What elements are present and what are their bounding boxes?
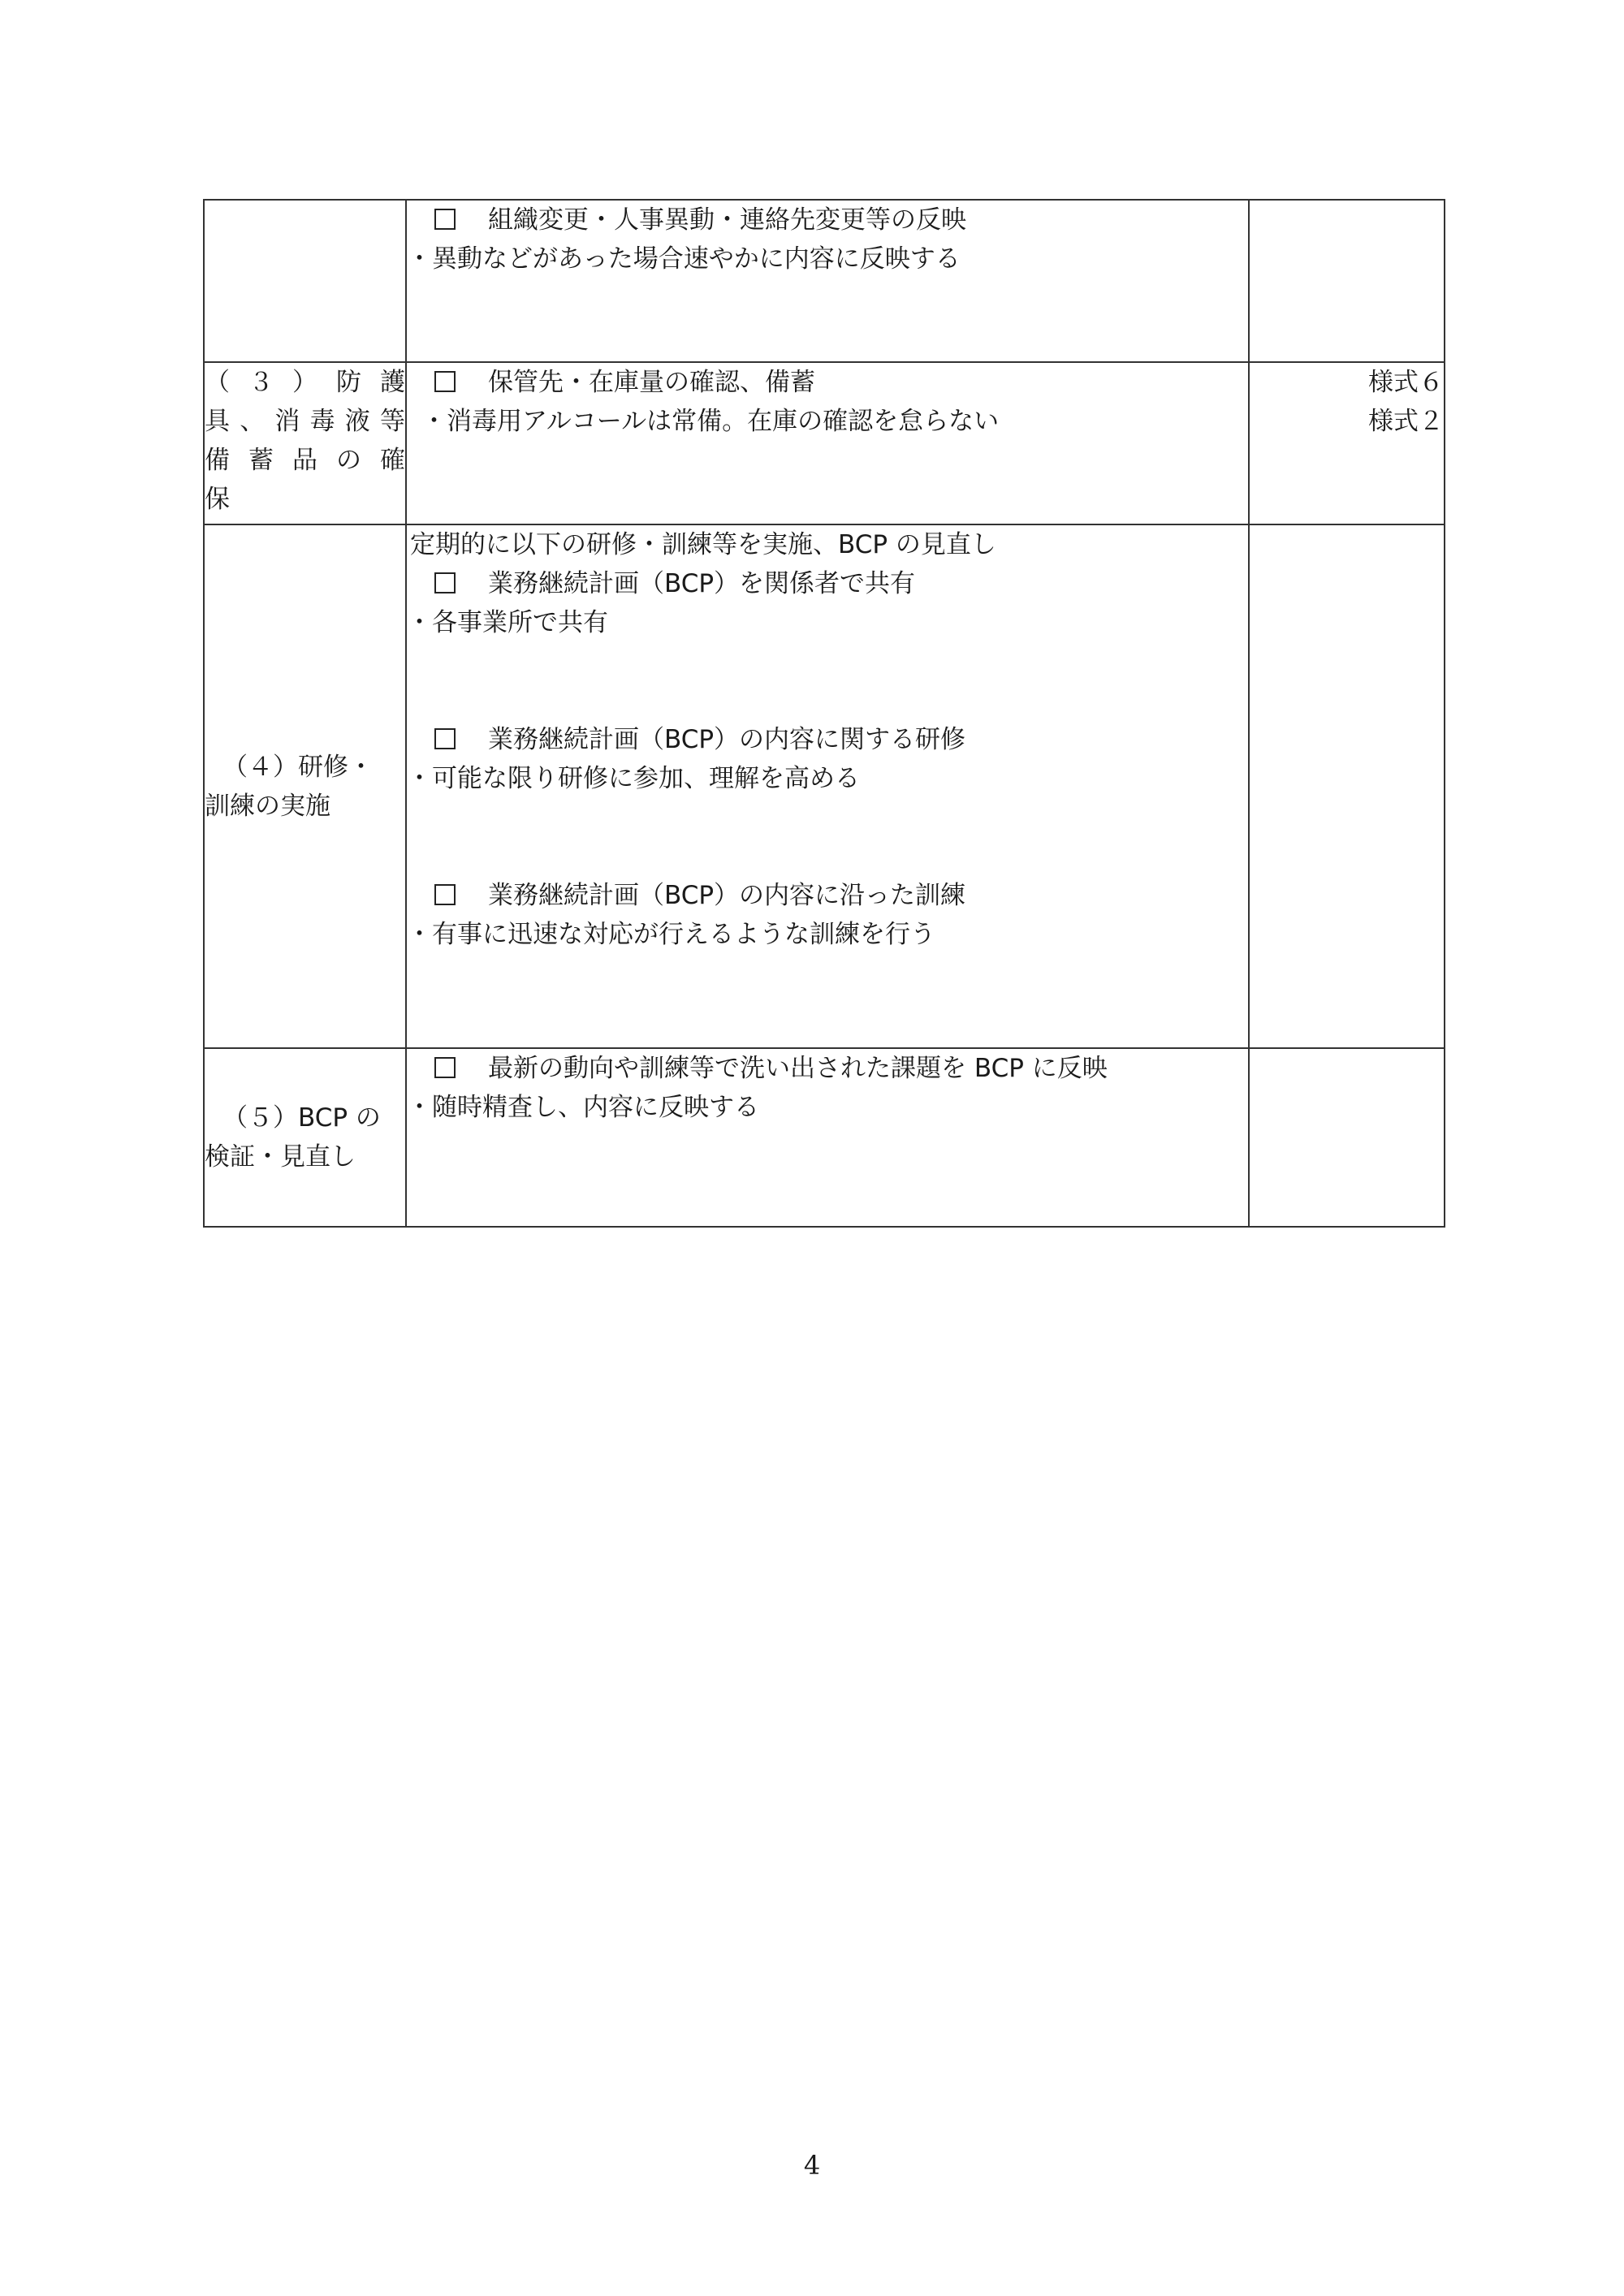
checkbox-icon xyxy=(434,371,456,392)
forms-cell-training xyxy=(1249,524,1445,1048)
content-cell-training xyxy=(406,524,1249,1048)
forms-cell-empty xyxy=(1249,200,1445,362)
bcp-table xyxy=(203,199,1445,1228)
bullet-item: ・可能な限り研修に参加、理解を高める xyxy=(407,764,860,793)
bullet-item: ・各事業所で共有 xyxy=(407,608,608,637)
checkbox-icon xyxy=(434,1057,456,1078)
check-item xyxy=(407,363,1248,402)
form-reference: 様式２ xyxy=(1368,407,1444,436)
check-item xyxy=(407,876,1248,915)
checkbox-icon xyxy=(434,884,456,905)
label-line: 備蓄品の確 xyxy=(205,446,405,475)
label-line: 検証・見直し xyxy=(205,1142,356,1172)
page-number: 4 xyxy=(803,2150,821,2181)
spacer xyxy=(407,642,1248,720)
label-cell-stockpile xyxy=(204,362,406,524)
spacer xyxy=(407,798,1248,876)
check-item xyxy=(407,1049,1248,1088)
label-cell-training xyxy=(204,524,406,1048)
forms-cell-stockpile xyxy=(1249,362,1445,524)
check-text: 最新の動向や訓練等で洗い出された課題を BCP に反映 xyxy=(488,1054,1108,1083)
check-item xyxy=(407,720,1248,759)
bullet-item: ・随時精査し、内容に反映する xyxy=(407,1093,759,1122)
label-cell-empty xyxy=(204,200,406,362)
check-text: 業務継続計画（BCP）を関係者で共有 xyxy=(488,569,916,598)
bullet-item: ・異動などがあった場合速やかに内容に反映する xyxy=(407,244,961,274)
content-cell-review xyxy=(406,1048,1249,1227)
check-text: 保管先・在庫量の確認、備蓄 xyxy=(488,368,815,397)
table-row-stockpile xyxy=(204,362,1445,524)
table-row-training xyxy=(204,524,1445,1048)
bullet-item: ・有事に迅速な対応が行えるような訓練を行う xyxy=(407,920,935,949)
checkbox-icon xyxy=(434,209,456,230)
checkbox-icon xyxy=(434,572,456,593)
label-line: 保 xyxy=(205,485,230,514)
check-text: 組織変更・人事異動・連絡先変更等の反映 xyxy=(488,205,966,235)
form-reference: 様式６ xyxy=(1368,368,1444,397)
check-item xyxy=(407,564,1248,603)
intro-text: 定期的に以下の研修・訓練等を実施、BCP の見直し xyxy=(410,530,996,559)
label-line: 具、消毒液等 xyxy=(205,407,405,436)
table-row-update xyxy=(204,200,1445,362)
checkbox-icon xyxy=(434,728,456,749)
label-line: （４）研修・ xyxy=(222,752,374,782)
forms-cell-review xyxy=(1249,1048,1445,1227)
table-row-review xyxy=(204,1048,1445,1227)
check-text: 業務継続計画（BCP）の内容に関する研修 xyxy=(488,725,966,754)
content-cell-stockpile xyxy=(406,362,1249,524)
label-line: 訓練の実施 xyxy=(205,791,330,821)
label-line: （３）防護 xyxy=(205,368,405,397)
label-cell-review xyxy=(204,1048,406,1227)
check-text: 業務継続計画（BCP）の内容に沿った訓練 xyxy=(488,881,966,910)
content-cell-update xyxy=(406,200,1249,362)
check-item xyxy=(407,201,1248,240)
label-line: （５）BCP の xyxy=(222,1103,381,1133)
bullet-item: ・消毒用アルコールは常備。在庫の確認を怠らない xyxy=(421,407,1000,436)
